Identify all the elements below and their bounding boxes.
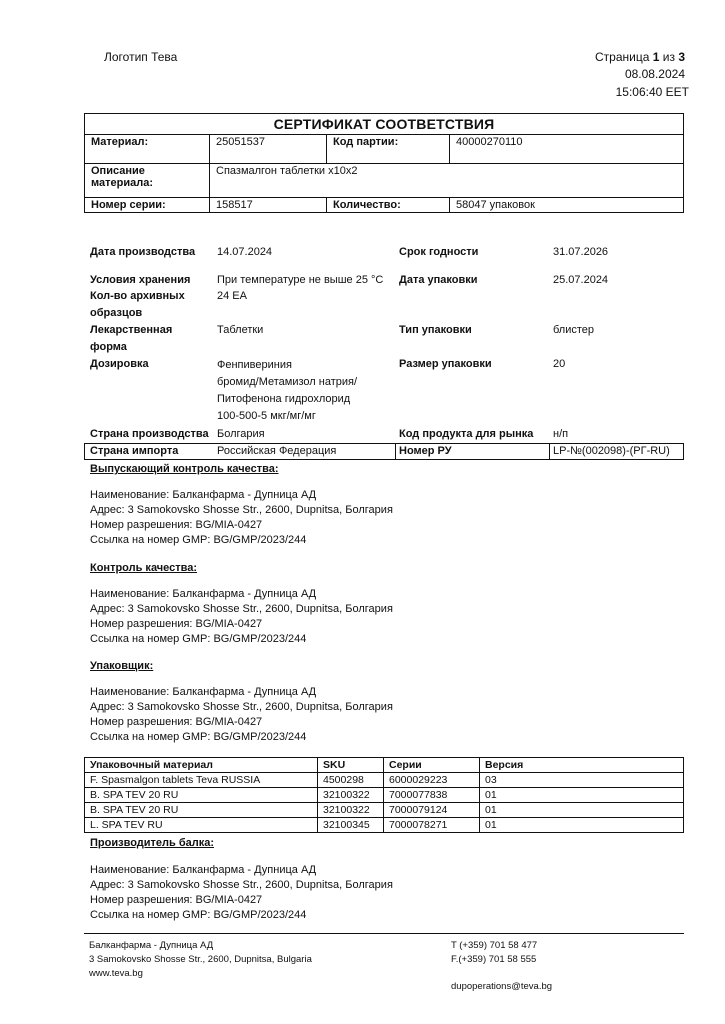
import-value: Российская Федерация — [217, 445, 337, 457]
table-cell: 32100322 — [318, 803, 384, 818]
logo-placeholder: Логотип Тева — [104, 50, 178, 64]
series-value: 158517 — [210, 198, 327, 213]
packaging-table — [84, 757, 684, 833]
form-label-line2: форма — [90, 341, 127, 353]
archive-label — [90, 288, 185, 322]
pack-type-label: Тип упаковки — [399, 324, 472, 336]
footer-fax: F.(+359) 701 58 555 — [451, 954, 537, 965]
import-label: Страна импорта — [90, 445, 179, 457]
table-cell: 7000078271 — [384, 818, 480, 833]
table-cell: 01 — [480, 788, 684, 803]
section-qc-name: Наименование: Балканфарма - Дупница АД — [90, 588, 317, 600]
material-value: 25051537 — [210, 135, 327, 164]
dosage-line2: бромид/Метамизол натрия/ — [217, 376, 358, 388]
dosage-value — [217, 357, 357, 425]
table-cell: 03 — [480, 773, 684, 788]
form-value: Таблетки — [217, 324, 264, 336]
ru-label: Номер РУ — [399, 445, 452, 457]
ru-value: LP-№(002098)-(РГ-RU) — [553, 445, 670, 457]
certificate-title: СЕРТИФИКАТ СООТВЕТСТВИЯ — [85, 114, 684, 135]
header-date: 08.08.2024 — [624, 67, 685, 81]
table-cell: 32100345 — [318, 818, 384, 833]
section-release-qc-gmp: Ссылка на номер GMP: BG/GMP/2023/244 — [90, 534, 307, 546]
header-time: 15:06:40 EET — [615, 85, 689, 99]
form-label-line1: Лекарственная — [90, 324, 173, 336]
storage-value: При температуре не выше 25 °C — [217, 274, 384, 286]
section-packer-name: Наименование: Балканфарма - Дупница АД — [90, 686, 317, 698]
footer-web: www.teva.bg — [89, 968, 143, 979]
archive-label-line1: Кол-во архивных — [90, 290, 185, 302]
col-header-sku: SKU — [318, 758, 384, 773]
certificate-table — [84, 113, 684, 213]
dosage-line4: 100-500-5 мкг/мг/мг — [217, 410, 316, 422]
table-cell: 7000077838 — [384, 788, 480, 803]
prod-date-label: Дата производства — [90, 246, 196, 258]
description-label-line2: материала: — [91, 177, 153, 189]
table-cell: 6000029223 — [384, 773, 480, 788]
archive-value: 24 EA — [217, 290, 247, 302]
table-cell: 01 — [480, 803, 684, 818]
section-release-qc-title: Выпускающий контроль качества: — [90, 463, 279, 475]
section-qc-permit: Номер разрешения: BG/MIA-0427 — [90, 618, 263, 630]
table-row — [85, 788, 684, 803]
quantity-label: Количество: — [327, 198, 450, 213]
pack-size-value: 20 — [553, 358, 566, 370]
section-packer-gmp: Ссылка на номер GMP: BG/GMP/2023/244 — [90, 731, 307, 743]
dosage-line3: Питофенона гидрохлорид — [217, 393, 351, 405]
table-cell: F. Spasmalgon tablets Teva RUSSIA — [85, 773, 318, 788]
description-value: Спазмалгон таблетки х10х2 — [210, 164, 684, 198]
section-bulk-title: Производитель балка: — [90, 837, 215, 849]
quantity-value: 58047 упаковок — [450, 198, 684, 213]
footer-phone: T (+359) 701 58 477 — [451, 940, 538, 951]
page-of: из — [659, 50, 679, 64]
section-release-qc-name: Наименование: Балканфарма - Дупница АД — [90, 489, 317, 501]
page-total: 3 — [678, 50, 685, 64]
section-bulk-name: Наименование: Балканфарма - Дупница АД — [90, 864, 317, 876]
pack-date-label: Дата упаковки — [399, 274, 478, 286]
table-cell: B. SPA TEV 20 RU — [85, 788, 318, 803]
section-packer-address: Адрес: 3 Samokovsko Shosse Str., 2600, Dupnitsa, Болгария — [90, 701, 393, 713]
page-current: 1 — [652, 50, 660, 64]
table-cell: 7000079124 — [384, 803, 480, 818]
form-label — [90, 322, 172, 356]
table-row — [85, 803, 684, 818]
table-cell: 01 — [480, 818, 684, 833]
table-cell: B. SPA TEV 20 RU — [85, 803, 318, 818]
expiry-value: 31.07.2026 — [553, 246, 609, 258]
ru-divider — [549, 444, 550, 459]
footer-address: 3 Samokovsko Shosse Str., 2600, Dupnitsa, Bulgaria — [89, 954, 312, 965]
section-packer-title: Упаковщик: — [90, 660, 154, 672]
table-row — [85, 773, 684, 788]
market-code-label: Код продукта для рынка — [399, 428, 534, 440]
import-divider — [395, 444, 396, 459]
section-packer-permit: Номер разрешения: BG/MIA-0427 — [90, 716, 263, 728]
pack-type-value: блистер — [553, 324, 595, 336]
table-cell: 4500298 — [318, 773, 384, 788]
pack-date-value: 25.07.2024 — [553, 274, 609, 286]
country-value: Болгария — [217, 428, 265, 440]
col-header-series: Серии — [384, 758, 480, 773]
table-cell: L. SPA TEV RU — [85, 818, 318, 833]
page-indicator — [595, 50, 685, 64]
section-qc-gmp: Ссылка на номер GMP: BG/GMP/2023/244 — [90, 633, 307, 645]
footer-rule — [84, 933, 684, 934]
section-qc-title: Контроль качества: — [90, 562, 198, 574]
description-label-line1: Описание — [91, 165, 145, 177]
packaging-table-header — [85, 758, 684, 773]
batch-value: 40000270110 — [450, 135, 684, 164]
section-bulk-gmp: Ссылка на номер GMP: BG/GMP/2023/244 — [90, 909, 307, 921]
section-bulk-permit: Номер разрешения: BG/MIA-0427 — [90, 894, 263, 906]
table-row — [85, 818, 684, 833]
footer-company: Балканфарма - Дупница АД — [89, 940, 214, 951]
dosage-label: Дозировка — [90, 358, 149, 370]
batch-label: Код партии: — [327, 135, 450, 164]
pack-size-label: Размер упаковки — [399, 358, 492, 370]
section-qc-address: Адрес: 3 Samokovsko Shosse Str., 2600, Dupnitsa, Болгария — [90, 603, 393, 615]
prod-date-value: 14.07.2024 — [217, 246, 273, 258]
series-label: Номер серии: — [85, 198, 210, 213]
col-header-material: Упаковочный материал — [85, 758, 318, 773]
description-label — [85, 164, 210, 198]
page-prefix: Страница — [595, 50, 653, 64]
col-header-version: Версия — [480, 758, 684, 773]
footer-email: dupoperations@teva.bg — [451, 981, 553, 992]
expiry-label: Срок годности — [399, 246, 479, 258]
section-release-qc-address: Адрес: 3 Samokovsko Shosse Str., 2600, Dupnitsa, Болгария — [90, 504, 393, 516]
storage-label: Условия хранения — [90, 274, 191, 286]
section-release-qc-permit: Номер разрешения: BG/MIA-0427 — [90, 519, 263, 531]
section-bulk-address: Адрес: 3 Samokovsko Shosse Str., 2600, Dupnitsa, Болгария — [90, 879, 393, 891]
archive-label-line2: образцов — [90, 307, 143, 319]
market-code-value: н/п — [553, 428, 569, 440]
dosage-line1: Фенпивериния — [217, 359, 292, 371]
material-label: Материал: — [85, 135, 210, 164]
country-label: Страна производства — [90, 428, 209, 440]
table-cell: 32100322 — [318, 788, 384, 803]
